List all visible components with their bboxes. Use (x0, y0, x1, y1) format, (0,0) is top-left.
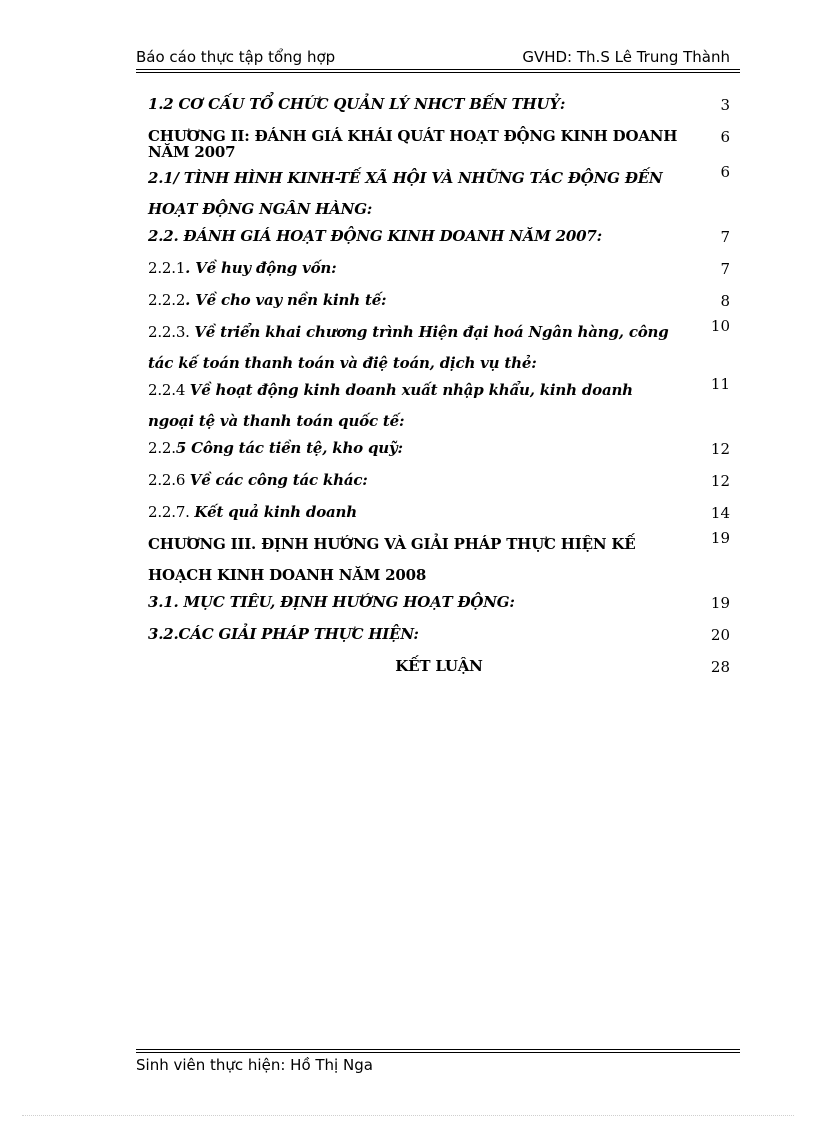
toc-entry-page: 10 (710, 317, 730, 335)
toc-entry-page: 20 (710, 626, 730, 644)
toc-entry[interactable] (148, 658, 730, 690)
toc-entry[interactable] (148, 260, 730, 292)
toc-entry-number: 2.2.3. (148, 323, 195, 341)
toc-entry[interactable] (148, 529, 730, 594)
toc-entry-title: . Về huy động vốn: (185, 259, 337, 277)
toc-entry-number: 2.2.4 (148, 381, 190, 399)
toc-entry[interactable] (148, 163, 730, 228)
toc-entry[interactable] (148, 594, 730, 626)
student-name: Sinh viên thực hiện: Hồ Thị Nga (136, 1056, 373, 1074)
toc-entry-number: 2.2.7. (148, 503, 195, 521)
table-of-contents (148, 96, 730, 690)
toc-entry-title: Kết quả kinh doanh (194, 503, 357, 521)
toc-entry[interactable] (148, 440, 730, 472)
toc-entry-title: CHƯƠNG II: ĐÁNH GIÁ KHÁI QUÁT HOẠT ĐỘNG KINH DOANH NĂM 2007 (148, 127, 678, 161)
toc-entry-title: Về các công tác khác: (189, 471, 368, 489)
toc-entry-number: 2.2.1 (148, 259, 186, 277)
toc-entry-page: 12 (710, 472, 730, 490)
toc-entry-page: 8 (720, 292, 730, 310)
toc-entry-page: 14 (710, 504, 730, 522)
toc-entry-page: 11 (710, 375, 730, 393)
toc-entry-title: 1.2 CƠ CẤU TỔ CHỨC QUẢN LÝ NHCT BẾN THUỶ: (148, 95, 566, 113)
toc-entry[interactable] (148, 375, 730, 440)
toc-entry-number: 2.2.6 (148, 471, 190, 489)
toc-entry[interactable] (148, 472, 730, 504)
toc-entry-page: 6 (720, 163, 730, 181)
toc-entry-title: 2.1/ TÌNH HÌNH KINH-TẾ XÃ HỘI VÀ NHỮNG TÁC ĐỘNG ĐẾN HOẠT ĐỘNG NGÂN HÀNG: (148, 169, 663, 218)
toc-entry-page: 19 (710, 594, 730, 612)
toc-entry-page: 3 (720, 96, 730, 114)
toc-entry-title: 2.2. ĐÁNH GIÁ HOẠT ĐỘNG KINH DOANH NĂM 2007: (148, 227, 602, 245)
header-rule (136, 69, 740, 73)
report-title: Báo cáo thực tập tổng hợp (136, 48, 336, 66)
toc-entry-title: KẾT LUẬN (395, 657, 483, 675)
page-header (136, 48, 740, 70)
toc-entry-title: . Về cho vay nền kinh tế: (185, 291, 387, 309)
toc-entry-title: 3.1. MỤC TIÊU, ĐỊNH HƯỚNG HOẠT ĐỘNG: (148, 593, 515, 611)
toc-entry[interactable] (148, 96, 730, 128)
toc-entry[interactable] (148, 228, 730, 260)
supervisor-name: GVHD: Th.S Lê Trung Thành (522, 48, 730, 66)
toc-entry-page: 7 (720, 228, 730, 246)
toc-entry-number: 2.2. (148, 439, 176, 457)
toc-entry-number: 2.2.2 (148, 291, 186, 309)
toc-entry-title: 5 Công tác tiền tệ, kho quỹ: (175, 439, 403, 457)
toc-entry-page: 28 (710, 658, 730, 676)
toc-entry-title: Về hoạt động kinh doanh xuất nhập khẩu, kinh doanh ngoại tệ và thanh toán quốc tế: (148, 381, 633, 430)
toc-entry-page: 19 (710, 529, 730, 547)
toc-entry-title: 3.2.CÁC GIẢI PHÁP THỰC HIỆN: (148, 625, 419, 643)
toc-entry[interactable] (148, 626, 730, 658)
toc-entry-title: Về triển khai chương trình Hiện đại hoá Ngân hàng, công tác kế toán thanh toán và điệ toán, dịch vụ thẻ: (148, 323, 669, 372)
page-bottom-border (22, 1115, 794, 1116)
footer-rule (136, 1049, 740, 1053)
toc-entry[interactable] (148, 317, 730, 382)
toc-entry-page: 6 (720, 128, 730, 146)
toc-entry-title: CHƯƠNG III. ĐỊNH HƯỚNG VÀ GIẢI PHÁP THỰC HIỆN KẾ HOẠCH KINH DOANH NĂM 2008 (148, 535, 636, 584)
toc-entry-page: 12 (710, 440, 730, 458)
toc-entry-page: 7 (720, 260, 730, 278)
